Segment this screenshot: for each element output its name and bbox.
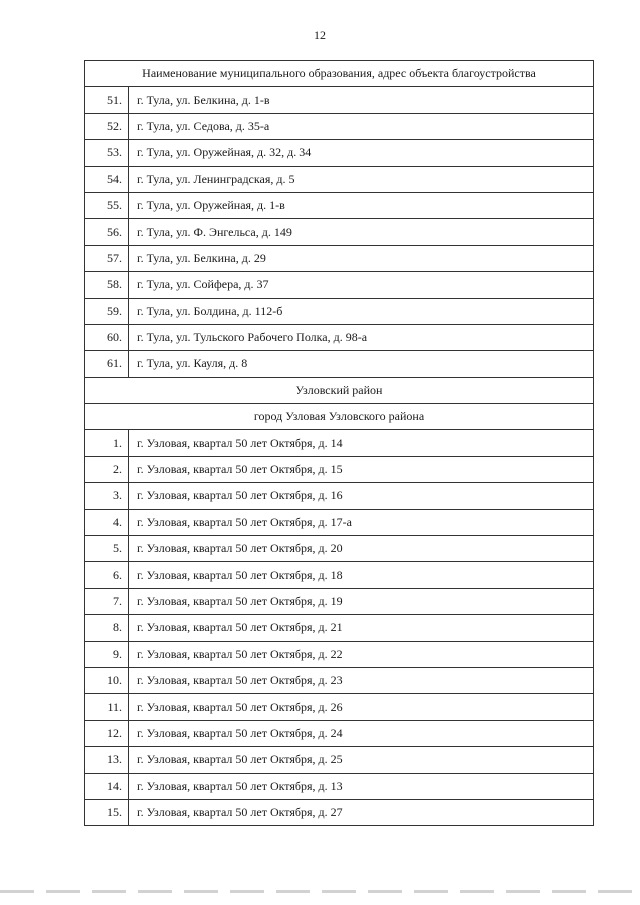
row-address: г. Тула, ул. Кауля, д. 8 — [129, 351, 594, 377]
row-number: 58. — [85, 272, 129, 298]
table-row — [85, 562, 594, 588]
row-number: 5. — [85, 536, 129, 562]
table-row — [85, 245, 594, 271]
row-number: 52. — [85, 113, 129, 139]
row-address: г. Узловая, квартал 50 лет Октября, д. 16 — [129, 483, 594, 509]
row-number: 53. — [85, 140, 129, 166]
row-address: г. Узловая, квартал 50 лет Октября, д. 21 — [129, 615, 594, 641]
row-number: 4. — [85, 509, 129, 535]
row-address: г. Тула, ул. Болдина, д. 112-б — [129, 298, 594, 324]
row-number: 54. — [85, 166, 129, 192]
table-row — [85, 192, 594, 218]
row-address: г. Узловая, квартал 50 лет Октября, д. 20 — [129, 536, 594, 562]
table-row — [85, 272, 594, 298]
row-address: г. Тула, ул. Белкина, д. 29 — [129, 245, 594, 271]
row-address: г. Узловая, квартал 50 лет Октября, д. 18 — [129, 562, 594, 588]
table-row — [85, 87, 594, 113]
row-address: г. Тула, ул. Ф. Энгельса, д. 149 — [129, 219, 594, 245]
row-number: 2. — [85, 456, 129, 482]
table-row — [85, 694, 594, 720]
row-address: г. Узловая, квартал 50 лет Октября, д. 13 — [129, 773, 594, 799]
row-address: г. Тула, ул. Оружейная, д. 1-в — [129, 192, 594, 218]
row-number: 15. — [85, 799, 129, 825]
address-table — [84, 60, 594, 826]
row-address: г. Узловая, квартал 50 лет Октября, д. 15 — [129, 456, 594, 482]
table-row — [85, 799, 594, 825]
row-number: 55. — [85, 192, 129, 218]
scan-artifact-line — [0, 890, 640, 893]
table-row — [85, 641, 594, 667]
row-number: 6. — [85, 562, 129, 588]
row-number: 7. — [85, 588, 129, 614]
row-address: г. Узловая, квартал 50 лет Октября, д. 22 — [129, 641, 594, 667]
section-city: город Узловая Узловского района — [85, 404, 594, 430]
row-address: г. Узловая, квартал 50 лет Октября, д. 14 — [129, 430, 594, 456]
table-row — [85, 773, 594, 799]
row-number: 9. — [85, 641, 129, 667]
row-number: 61. — [85, 351, 129, 377]
table-row — [85, 667, 594, 693]
row-number: 59. — [85, 298, 129, 324]
table-row — [85, 219, 594, 245]
table-row — [85, 298, 594, 324]
table-row — [85, 140, 594, 166]
row-address: г. Тула, ул. Ленинградская, д. 5 — [129, 166, 594, 192]
row-number: 12. — [85, 720, 129, 746]
row-address: г. Узловая, квартал 50 лет Октября, д. 17-а — [129, 509, 594, 535]
table-row — [85, 536, 594, 562]
row-number: 60. — [85, 324, 129, 350]
row-address: г. Тула, ул. Сойфера, д. 37 — [129, 272, 594, 298]
row-number: 56. — [85, 219, 129, 245]
table-row — [85, 509, 594, 535]
table-row — [85, 430, 594, 456]
row-address: г. Тула, ул. Седова, д. 35-а — [129, 113, 594, 139]
address-table-body — [85, 61, 594, 826]
row-address: г. Тула, ул. Тульского Рабочего Полка, д. 98-а — [129, 324, 594, 350]
row-address: г. Узловая, квартал 50 лет Октября, д. 25 — [129, 747, 594, 773]
table-header-row — [85, 61, 594, 87]
section-district-row — [85, 377, 594, 403]
row-number: 13. — [85, 747, 129, 773]
table-row — [85, 166, 594, 192]
row-number: 11. — [85, 694, 129, 720]
table-row — [85, 483, 594, 509]
row-number: 8. — [85, 615, 129, 641]
row-address: г. Узловая, квартал 50 лет Октября, д. 24 — [129, 720, 594, 746]
row-number: 57. — [85, 245, 129, 271]
row-number: 3. — [85, 483, 129, 509]
table-row — [85, 615, 594, 641]
table-row — [85, 113, 594, 139]
table-header: Наименование муниципального образования, адрес объекта благоустройства — [85, 61, 594, 87]
row-address: г. Тула, ул. Оружейная, д. 32, д. 34 — [129, 140, 594, 166]
row-number: 14. — [85, 773, 129, 799]
table-row — [85, 351, 594, 377]
row-address: г. Тула, ул. Белкина, д. 1-в — [129, 87, 594, 113]
row-address: г. Узловая, квартал 50 лет Октября, д. 23 — [129, 667, 594, 693]
table-row — [85, 747, 594, 773]
row-address: г. Узловая, квартал 50 лет Октября, д. 27 — [129, 799, 594, 825]
section-city-row — [85, 404, 594, 430]
row-address: г. Узловая, квартал 50 лет Октября, д. 19 — [129, 588, 594, 614]
row-number: 1. — [85, 430, 129, 456]
table-row — [85, 588, 594, 614]
section-district: Узловский район — [85, 377, 594, 403]
row-address: г. Узловая, квартал 50 лет Октября, д. 26 — [129, 694, 594, 720]
page-number: 12 — [314, 28, 326, 42]
row-number: 10. — [85, 667, 129, 693]
row-number: 51. — [85, 87, 129, 113]
table-row — [85, 456, 594, 482]
table-row — [85, 324, 594, 350]
table-row — [85, 720, 594, 746]
